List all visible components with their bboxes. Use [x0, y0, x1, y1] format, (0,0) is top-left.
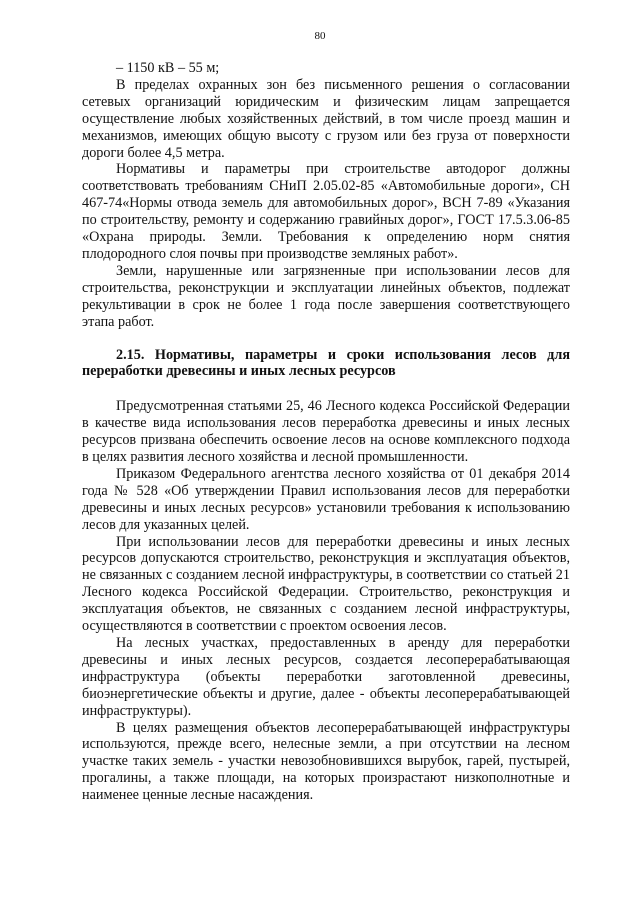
paragraph-infrastructure: На лесных участках, предоставленных в аренду для переработки древесины и иных лесных ресурсов, создается лесоперерабатывающая инфраструктура (объекты переработки заготовленной древесины, биоэнергетические объекты и другие, далее - объекты лесоперерабатывающей инфраструктуры).: [82, 635, 570, 719]
paragraph-permitted-construction: При использовании лесов для переработки древесины и иных лесных ресурсов допускаются строительство, реконструкция и эксплуатация объектов, не связанных с созданием лесной инфраструктуры, в соответствии со статьей 21 Лесного кодекса Российской Федерации. Строительство, реконструкция и эксплуатация объектов, не связанных с созданием лесной инфраструктуры, осуществляются в соответствии с проектом освоения лесов.: [82, 533, 570, 635]
paragraph-recultivation: Земли, нарушенные или загрязненные при использовании лесов для строительства, реконструкции и эксплуатации линейных объектов, подлежат рекультивации в срок не более 1 года после завершения соответствующего этапа работ.: [82, 262, 570, 330]
paragraph-order-528: Приказом Федерального агентства лесного хозяйства от 01 декабря 2014 года № 528 «Об утверждении Правил использования лесов для переработки древесины и иных лесных ресурсов» установили требования к использованию лесов для указанных целей.: [82, 465, 570, 533]
paragraph-road-standards: Нормативы и параметры при строительстве автодорог должны соответствовать требованиям СНиП 2.05.02-85 «Автомобильные дороги», СН 467-74«Нормы отвода земель для автомобильных дорог», ВСН 7-89 «Указания по строительству, ремонту и содержанию гравийных дорог», ГОСТ 17.5.3.06-85 «Охрана природы. Земли. Требования к определению норм снятия плодородного слоя почвы при производстве земляных работ».: [82, 161, 570, 262]
paragraph-protection-zones: В пределах охранных зон без письменного решения о согласовании сетевых организаций юридическим и физическим лицам запрещается осуществление любых хозяйственных действий, в том числе проезд машин и механизмов, имеющих общую высоту с грузом или без груза от поверхности дороги более 4,5 метра.: [82, 76, 570, 161]
section-heading: 2.15. Нормативы, параметры и сроки использования лесов для переработки древесины и иных лесных ресурсов: [82, 346, 570, 380]
paragraph-purpose: Предусмотренная статьями 25, 46 Лесного кодекса Российской Федерации в качестве вида использования лесов переработка древесины и иных лесных ресурсов призвана обеспечить освоение лесов на основе комплексного подхода в целях развития лесного хозяйства и лесной промышленности.: [82, 398, 570, 466]
page-content: [82, 60, 570, 804]
list-item-voltage: – 1150 кВ – 55 м;: [116, 60, 220, 76]
paragraph-land-placement: В целях размещения объектов лесоперерабатывающей инфраструктуры используются, прежде всего, нелесные земли, а при отсутствии на лесном участке таких земель - участки невозобновившихся вырубок, гарей, пустырей, прогалины, а также площади, на которых произрастают низкополнотные и наименее ценные лесные насаждения.: [82, 719, 570, 804]
page-number: 80: [314, 30, 326, 42]
